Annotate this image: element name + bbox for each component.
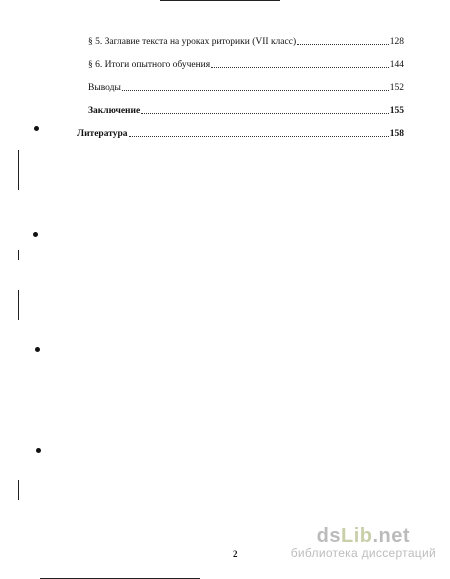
scan-dot [33, 232, 38, 237]
scan-left-edge [18, 480, 19, 500]
scan-dot [35, 347, 40, 352]
toc-entry [77, 129, 404, 139]
scan-left-edge [18, 290, 19, 320]
page-number: 2 [233, 549, 238, 559]
scan-dot [34, 126, 39, 131]
toc-entry-title: § 5. Заглавие текста на уроках риторики (VII класс) [88, 37, 297, 47]
toc-leader-dots [141, 113, 389, 114]
toc-entry-page: 128 [389, 37, 404, 47]
watermark-logo-lib: Lib [340, 525, 373, 547]
scan-dot [36, 448, 41, 453]
toc-leader-dots [129, 136, 389, 137]
toc-entry [88, 37, 404, 47]
toc-entry [88, 60, 404, 70]
toc-entry-page: 158 [389, 129, 404, 139]
watermark-subtitle: библиотека диссертаций [290, 546, 436, 560]
watermark-logo [291, 525, 436, 548]
toc-entry-title: Заключение [88, 106, 141, 116]
toc-leader-dots [297, 44, 389, 45]
scan-top-line [160, 0, 280, 1]
toc-leader-dots [211, 67, 389, 68]
watermark [291, 525, 436, 560]
toc-entry-title: Выводы [88, 83, 121, 93]
toc-entry-page: 152 [389, 83, 404, 93]
toc-entry [88, 106, 404, 116]
watermark-logo-net: .net [372, 525, 411, 547]
toc-entry-page: 155 [389, 106, 404, 116]
toc-entry-title: Литература [77, 129, 128, 139]
toc-entry [88, 83, 404, 93]
scan-left-edge [18, 250, 19, 260]
toc-entry-title: § 6. Итоги опытного обучения [88, 60, 211, 70]
toc-entry-page: 144 [389, 60, 404, 70]
scan-left-edge [18, 150, 19, 190]
watermark-logo-ds: ds [316, 525, 341, 547]
toc-leader-dots [122, 90, 389, 91]
